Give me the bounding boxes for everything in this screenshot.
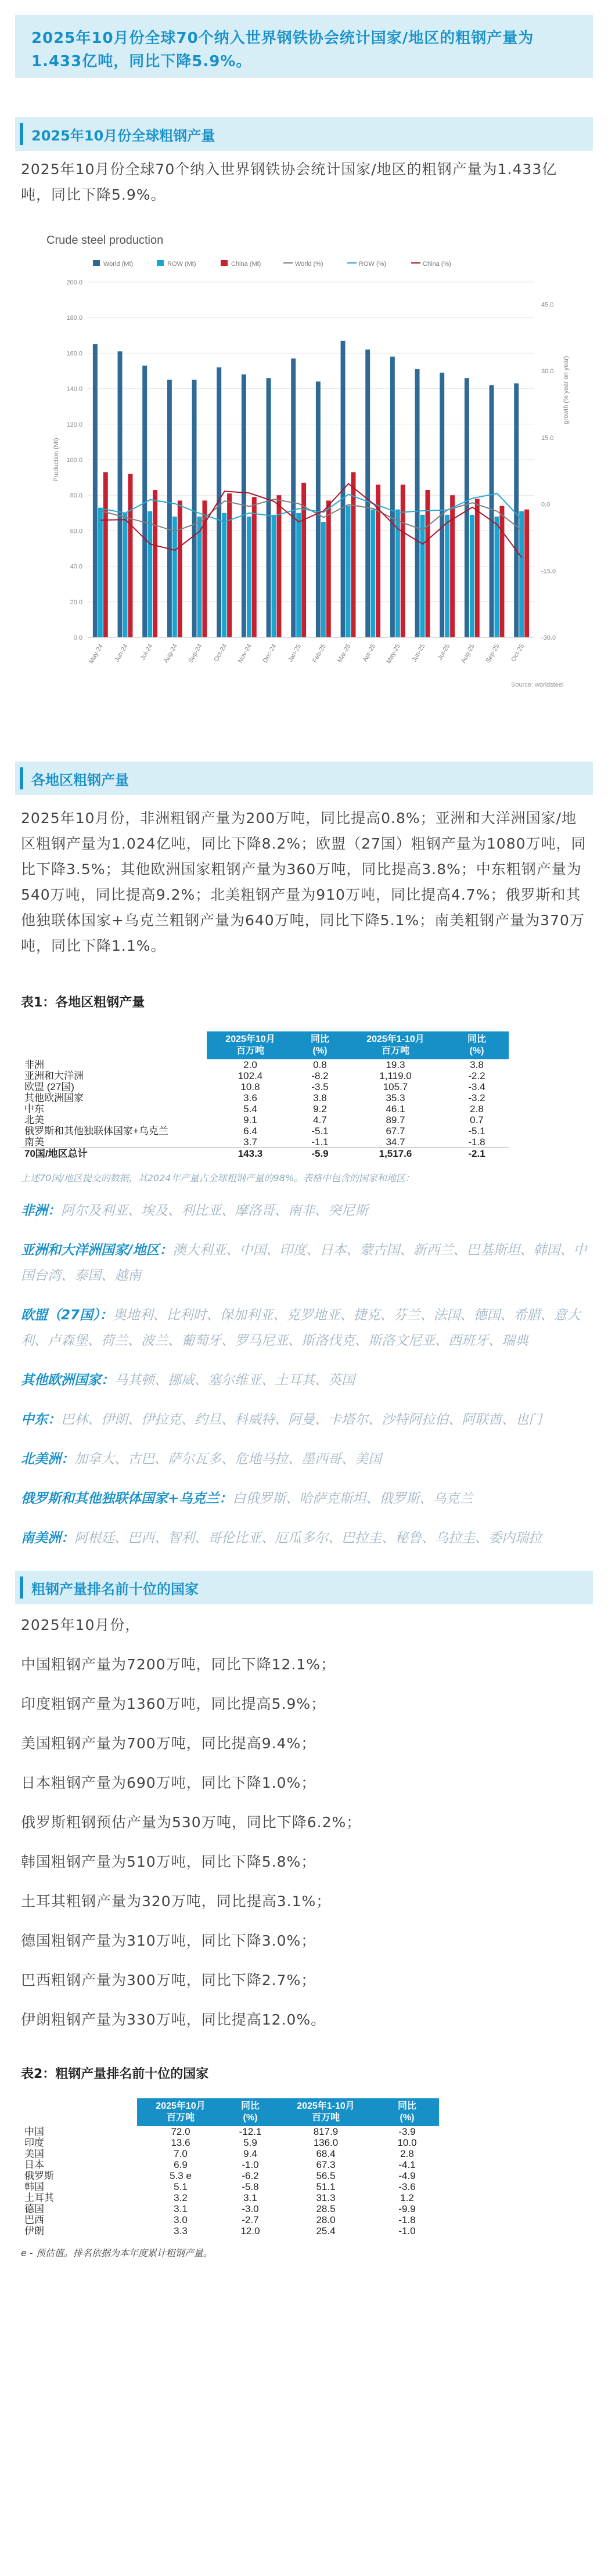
x-tick-label: May-24: [88, 643, 105, 665]
x-tick-label: Mar-25: [336, 643, 352, 664]
cell-value: 5.9: [243, 2137, 257, 2148]
cell-value: 1,517.6: [346, 1148, 445, 1160]
cell-value: 10.0: [397, 2137, 417, 2148]
bar-row: [370, 510, 375, 637]
y-tick-label: 100.0: [66, 457, 82, 464]
headline-text: 2025年10月份全球70个纳入世界钢铁协会统计国家/地区的粗钢产量为1.433亿吨，同比下降5.9%。: [31, 30, 534, 70]
bar-china: [103, 472, 108, 637]
table-row: [21, 2181, 439, 2192]
y-tick-label: 60.0: [70, 528, 82, 535]
cell-value: -1.1: [311, 1137, 329, 1148]
row-label: 巴西: [24, 2214, 44, 2225]
cell-value: -1.8: [398, 2214, 416, 2225]
row-label: 其他欧洲国家: [24, 1092, 84, 1103]
row-label: 欧盟 (27国): [24, 1081, 74, 1092]
section-title-top10: [15, 1571, 593, 1604]
cell-value: -8.2: [311, 1070, 329, 1081]
cell-value: 3.1: [174, 2203, 188, 2214]
cell-value: 10.8: [240, 1081, 260, 1092]
bar-row: [495, 517, 499, 637]
bar-row: [172, 517, 177, 637]
bar-china: [450, 495, 455, 637]
region-label: 俄罗斯和其他独联体国家+乌克兰：: [21, 1491, 233, 1506]
x-tick-label: Apr-25: [361, 643, 377, 663]
cell-value: 6.4: [243, 1125, 257, 1137]
bar-china: [227, 493, 232, 637]
bar-china: [153, 490, 157, 637]
cell-value: -6.2: [242, 2170, 259, 2181]
y-tick-label: 20.0: [70, 598, 82, 606]
cell-value: 9.1: [243, 1114, 257, 1125]
bar-row: [321, 522, 326, 637]
cell-value: -4.1: [398, 2159, 416, 2170]
y2-tick-label: -30.0: [541, 634, 556, 641]
country-table: [21, 2098, 439, 2236]
y-tick-label: 0.0: [73, 634, 82, 641]
y-tick-label: 200.0: [66, 279, 82, 286]
y2-tick-label: 0.0: [541, 501, 551, 508]
cell-value: -12.1: [239, 2126, 262, 2137]
region-entry: [21, 1368, 587, 1393]
cell-value: 31.3: [316, 2192, 336, 2203]
legend-swatch: [221, 260, 228, 266]
cell-value: 2.0: [243, 1059, 257, 1070]
y-tick-label: 140.0: [66, 385, 82, 393]
legend-label: ROW (%): [359, 261, 387, 268]
region-label: 其他欧洲国家：: [21, 1373, 114, 1388]
cell-value: 6.9: [174, 2159, 188, 2170]
row-label: 70国/地区总计: [21, 1148, 207, 1160]
bar-world: [465, 378, 469, 637]
cell-value: 28.0: [316, 2214, 336, 2225]
column-header: 2025年10月 百万吨: [207, 1031, 294, 1059]
cell-value: 89.7: [386, 1114, 405, 1125]
cell-value: -9.9: [398, 2203, 416, 2214]
line-china-pct: [100, 484, 521, 558]
bar-china: [128, 474, 132, 637]
table1-caption: 表1：各地区粗钢产量: [21, 995, 145, 1010]
legend-label: China (Mt): [231, 261, 261, 268]
cell-value: 28.5: [316, 2203, 336, 2214]
x-tick-label: Dec-24: [261, 643, 278, 665]
region-list: [0, 1198, 608, 1551]
line-row-pct: [100, 493, 521, 522]
region-countries: 加拿大、古巴、萨尔瓦多、危地马拉、墨西哥、美国: [74, 1452, 382, 1467]
y2-tick-label: 15.0: [541, 434, 554, 442]
bar-world: [93, 344, 98, 637]
bar-china: [276, 495, 281, 637]
y2-tick-label: 45.0: [541, 301, 554, 309]
table-row: [21, 1125, 509, 1137]
headline-box: [15, 15, 593, 78]
row-label: 非洲: [24, 1059, 44, 1070]
row-label: 印度: [24, 2137, 44, 2148]
region-entry: [21, 1446, 587, 1472]
table-row: [21, 1070, 509, 1081]
cell-value: 4.7: [313, 1114, 327, 1125]
table-row: [21, 1081, 509, 1092]
cell-value: 3.7: [243, 1137, 257, 1148]
region-entry: [21, 1303, 587, 1354]
cell-value: 34.7: [386, 1137, 405, 1148]
cell-value: 51.1: [316, 2181, 336, 2192]
cell-value: 102.4: [238, 1070, 263, 1081]
top10-line: 印度粗钢产量为1360万吨，同比提高5.9%；: [21, 1695, 326, 1712]
legend-swatch: [93, 260, 100, 266]
top10-line: 日本粗钢产量为690万吨，同比下降1.0%；: [21, 1774, 316, 1791]
row-label: 俄罗斯: [24, 2170, 54, 2181]
region-entry: [21, 1486, 587, 1511]
top10-line: 韩国粗钢产量为510万吨，同比下降5.8%；: [21, 1853, 316, 1870]
table1-note: 上述70国/地区提交的数据，其2024年产量占全球粗钢产量的98%。表格中包含的国家和地区：: [21, 1172, 415, 1184]
x-tick-label: Feb-25: [311, 643, 328, 664]
cell-value: 3.6: [243, 1092, 257, 1103]
region-label: 欧盟（27国）：: [21, 1308, 113, 1323]
table-row: [21, 2137, 439, 2148]
bar-row: [222, 513, 226, 637]
cell-value: -3.9: [398, 2126, 416, 2137]
cell-value: 3.1: [243, 2192, 257, 2203]
table-row: [21, 1059, 509, 1070]
x-tick-label: Aug-24: [162, 643, 179, 665]
top10-line: 德国粗钢产量为310万吨，同比下降3.0%；: [21, 1932, 316, 1949]
chart-title: Crude steel production: [46, 234, 164, 247]
cell-value: 19.3: [386, 1059, 405, 1070]
bar-row: [346, 506, 351, 637]
column-header: 2025年1-10月 百万吨: [276, 2098, 375, 2126]
row-label: 俄罗斯和其他独联体国家+乌克兰: [24, 1125, 168, 1137]
table-row: [21, 1114, 509, 1125]
table1-wrap: [21, 1031, 587, 1159]
top10-line: 伊朗粗钢产量为330万吨，同比提高12.0%。: [21, 2011, 326, 2028]
row-label: 中东: [24, 1103, 44, 1114]
legend-label: World (%): [295, 261, 323, 268]
bar-china: [326, 500, 331, 637]
cell-value: 105.7: [383, 1081, 408, 1092]
section-title-text: 各地区粗钢产量: [31, 771, 129, 788]
cell-value: -5.8: [242, 2181, 259, 2192]
region-entry: [21, 1525, 587, 1551]
cell-value: -3.5: [311, 1081, 329, 1092]
cell-value: 67.7: [386, 1125, 405, 1137]
cell-value: 7.0: [174, 2148, 188, 2159]
y2-tick-label: -15.0: [541, 568, 556, 575]
top10-list: [0, 1612, 608, 2033]
x-tick-label: Oct-25: [510, 643, 526, 663]
cell-value: -3.4: [468, 1081, 485, 1092]
column-header: 同比 (%): [294, 1031, 346, 1059]
top10-line: 土耳其粗钢产量为320万吨，同比提高3.1%；: [21, 1893, 332, 1910]
row-label: 北美: [24, 1114, 44, 1125]
cell-value: -3.2: [468, 1092, 485, 1103]
y-tick-label: 80.0: [70, 492, 82, 500]
region-label: 中东：: [21, 1412, 61, 1427]
cell-value: 136.0: [313, 2137, 339, 2148]
bar-world: [490, 385, 494, 637]
table2-caption: 表2：粗钢产量排名前十位的国家: [21, 2067, 209, 2081]
bar-world: [192, 380, 197, 637]
row-label: 中国: [24, 2126, 44, 2137]
cell-value: 3.0: [174, 2214, 188, 2225]
x-tick-label: Oct-24: [213, 643, 229, 663]
cell-value: 5.1: [174, 2181, 188, 2192]
cell-value: -4.9: [398, 2170, 416, 2181]
top10-line: 2025年10月份，: [21, 1617, 141, 1633]
legend-swatch: [157, 260, 164, 266]
table-row: [21, 2225, 439, 2236]
cell-value: 2.8: [470, 1103, 484, 1114]
region-label: 北美洲：: [21, 1452, 74, 1467]
bar-china: [252, 497, 257, 637]
cell-value: 1,119.0: [379, 1070, 412, 1081]
table-row: [21, 2159, 439, 2170]
y-axis-label: Production (Mt): [53, 438, 60, 482]
table2-note: e - 预估值。排名依据为本年度累计粗钢产量。: [21, 2247, 213, 2258]
crude-steel-chart: [35, 231, 573, 698]
column-header: 同比 (%): [445, 1031, 509, 1059]
cell-value: 68.4: [316, 2148, 336, 2159]
header-blank: [21, 2098, 137, 2126]
y-tick-label: 40.0: [70, 563, 82, 571]
cell-value: 35.3: [386, 1092, 405, 1103]
region-countries: 阿根廷、巴西、智利、哥伦比亚、厄瓜多尔、巴拉圭、秘鲁、乌拉圭、委内瑞拉: [74, 1531, 542, 1546]
global-summary-text: 2025年10月份全球70个纳入世界钢铁协会统计国家/地区的粗钢产量为1.433亿吨，同比下降5.9%。: [21, 161, 557, 203]
top10-line: 巴西粗钢产量为300万吨，同比下降2.7%；: [21, 1972, 316, 1989]
y-tick-label: 120.0: [66, 421, 82, 428]
cell-value: -5.1: [468, 1125, 485, 1137]
cell-value: 3.8: [470, 1059, 484, 1070]
legend-label: ROW (Mt): [167, 261, 196, 268]
cell-value: 5.3 e: [170, 2170, 192, 2181]
table-row: [21, 2126, 439, 2137]
legend-label: World (Mt): [103, 261, 134, 268]
table-row: [21, 2214, 439, 2225]
x-tick-label: Sep-24: [187, 643, 204, 665]
bar-world: [316, 381, 321, 637]
cell-value: -3.0: [242, 2203, 259, 2214]
cell-value: 9.4: [243, 2148, 257, 2159]
cell-value: 1.2: [400, 2192, 414, 2203]
region-countries: 白俄罗斯、哈萨克斯坦、俄罗斯、乌克兰: [232, 1491, 473, 1506]
cell-value: 67.3: [316, 2159, 336, 2170]
bar-china: [425, 490, 430, 637]
bar-china: [499, 506, 504, 637]
cell-value: 0.8: [313, 1059, 327, 1070]
bar-world: [291, 359, 296, 637]
region-label: 南美洲：: [21, 1531, 74, 1546]
cell-value: -1.0: [398, 2225, 416, 2236]
bar-row: [272, 515, 276, 637]
row-label: 伊朗: [24, 2225, 44, 2236]
cell-value: 817.9: [313, 2126, 339, 2137]
cell-value: 12.0: [240, 2225, 260, 2236]
bar-world: [415, 369, 420, 637]
region-entry: [21, 1198, 587, 1224]
bar-row: [123, 513, 128, 637]
section-title-text: 2025年10月份全球粗钢产量: [31, 127, 215, 144]
row-label: 亚洲和大洋洲: [24, 1070, 84, 1081]
column-header: 2025年10月 百万吨: [137, 2098, 224, 2126]
y2-tick-label: 30.0: [541, 368, 554, 375]
column-header: 2025年1-10月 百万吨: [346, 1031, 445, 1059]
column-header: 同比 (%): [224, 2098, 276, 2126]
section-title-global: [15, 117, 593, 151]
bar-world: [365, 349, 370, 637]
cell-value: 3.3: [174, 2225, 188, 2236]
region-table: [21, 1031, 509, 1159]
row-label: 土耳其: [24, 2192, 54, 2203]
top10-line: 美国粗钢产量为700万吨，同比提高9.4%；: [21, 1735, 316, 1752]
section-accent-bar: [20, 767, 23, 789]
region-countries: 澳大利亚、中国、印度、日本、蒙古国、新西兰、巴基斯坦、韩国、中国台湾、泰国、越南: [21, 1243, 587, 1283]
top10-line: 中国粗钢产量为7200万吨，同比下降12.1%；: [21, 1656, 336, 1673]
bar-row: [445, 515, 449, 637]
cell-value: 13.6: [171, 2137, 190, 2148]
x-tick-label: Jan-25: [287, 643, 303, 663]
cell-value: -2.2: [468, 1070, 485, 1081]
cell-value: -1.0: [242, 2159, 259, 2170]
cell-value: 3.2: [174, 2192, 188, 2203]
bar-world: [267, 378, 271, 637]
region-countries: 阿尔及利亚、埃及、利比亚、摩洛哥、南非、突尼斯: [61, 1203, 368, 1218]
cell-value: -5.1: [311, 1125, 329, 1137]
bar-world: [514, 383, 519, 637]
bar-row: [296, 513, 301, 637]
region-label: 亚洲和大洋洲国家/地区：: [21, 1243, 173, 1258]
table-row: [21, 1137, 509, 1148]
table-row: [21, 1103, 509, 1114]
cell-value: 2.8: [400, 2148, 414, 2159]
y-tick-label: 160.0: [66, 350, 82, 358]
cell-value: -1.8: [468, 1137, 485, 1148]
x-tick-label: Jul-25: [436, 643, 452, 662]
cell-value: 56.5: [316, 2170, 336, 2181]
x-tick-label: Nov-24: [236, 643, 253, 665]
x-tick-label: Jun-25: [411, 643, 427, 663]
cell-value: 3.8: [313, 1092, 327, 1103]
bar-china: [475, 499, 480, 637]
bar-china: [401, 485, 405, 637]
bar-row: [98, 508, 103, 637]
cell-value: -5.9: [294, 1148, 346, 1160]
bar-china: [524, 510, 529, 637]
cell-value: -2.1: [445, 1148, 509, 1160]
column-header: 同比 (%): [375, 2098, 439, 2126]
bar-row: [420, 515, 425, 637]
row-label: 南美: [24, 1137, 44, 1148]
region-label: 非洲：: [21, 1203, 61, 1218]
legend-label: China (%): [423, 261, 451, 268]
header-blank: [21, 1031, 207, 1059]
section-title-text: 粗钢产量排名前十位的国家: [31, 1581, 199, 1597]
cell-value: 0.7: [470, 1114, 484, 1125]
top10-line: 俄罗斯粗钢预估产量为530万吨，同比下降6.2%；: [21, 1814, 362, 1831]
chart-source: Source: worldsteel: [511, 681, 564, 688]
bar-world: [390, 357, 395, 637]
row-label: 韩国: [24, 2181, 44, 2192]
table-row: [21, 1092, 509, 1103]
region-entry: [21, 1407, 587, 1433]
y2-axis-label: growth (% year on year): [563, 356, 570, 424]
section-accent-bar: [20, 1576, 23, 1599]
region-entry: [21, 1238, 587, 1289]
cell-value: 143.3: [207, 1148, 294, 1160]
cell-value: -2.7: [242, 2214, 259, 2225]
row-label: 德国: [24, 2203, 44, 2214]
bar-world: [167, 380, 172, 637]
table2-wrap: [21, 2098, 587, 2236]
table-row: [21, 2203, 439, 2214]
bar-world: [440, 373, 444, 637]
bar-china: [178, 500, 182, 637]
chart-svg: [35, 231, 575, 695]
x-tick-label: Jul-24: [139, 643, 154, 662]
cell-value: 9.2: [313, 1103, 327, 1114]
region-countries: 奥地利、比利时、保加利亚、克罗地亚、捷克、芬兰、法国、德国、希腊、意大利、卢森堡、荷兰、波兰、葡萄牙、罗马尼亚、斯洛伐克、斯洛文尼亚、西班牙、瑞典: [21, 1308, 581, 1348]
y-tick-label: 180.0: [66, 315, 82, 322]
cell-value: 25.4: [316, 2225, 336, 2236]
bar-row: [197, 517, 202, 637]
cell-value: 46.1: [386, 1103, 405, 1114]
x-tick-label: Jun-24: [113, 643, 129, 663]
x-tick-label: May-25: [385, 643, 402, 665]
regions-summary-text: 2025年10月份，非洲粗钢产量为200万吨，同比提高0.8%；亚洲和大洋洲国家/地区粗钢产量为1.024亿吨，同比下降8.2%；欧盟（27国）粗钢产量为1080万吨，同比下降3.5%；其他欧洲国家粗钢产量为360万吨，同比提高3.8%；中东粗钢产量为540万吨，同比提高9.2%；北美粗钢产量为910万吨，同比提高4.7%；俄罗斯和其他独联体国家+乌克兰粗钢产量为640万吨，同比下降5.1%；南美粗钢产量为370万吨，同比下降1.1%。: [21, 810, 587, 954]
cell-value: -3.6: [398, 2181, 416, 2192]
cell-value: 5.4: [243, 1103, 257, 1114]
x-tick-label: Aug-25: [459, 643, 476, 665]
table-row: [21, 1148, 509, 1160]
bar-world: [118, 351, 123, 637]
region-countries: 巴林、伊朗、伊拉克、约旦、科威特、阿曼、卡塔尔、沙特阿拉伯、阿联酋、也门: [61, 1412, 542, 1427]
bar-row: [470, 515, 474, 637]
cell-value: 72.0: [171, 2126, 190, 2137]
row-label: 美国: [24, 2148, 44, 2159]
section-title-regions: [15, 762, 593, 795]
bar-row: [247, 517, 251, 637]
table-row: [21, 2192, 439, 2203]
region-countries: 马其顿、挪威、塞尔维亚、土耳其、英国: [114, 1373, 355, 1388]
x-tick-label: Sep-25: [484, 643, 501, 665]
section-accent-bar: [20, 123, 23, 145]
table-row: [21, 2170, 439, 2181]
bar-row: [147, 511, 152, 637]
table-row: [21, 2148, 439, 2159]
row-label: 日本: [24, 2159, 44, 2170]
